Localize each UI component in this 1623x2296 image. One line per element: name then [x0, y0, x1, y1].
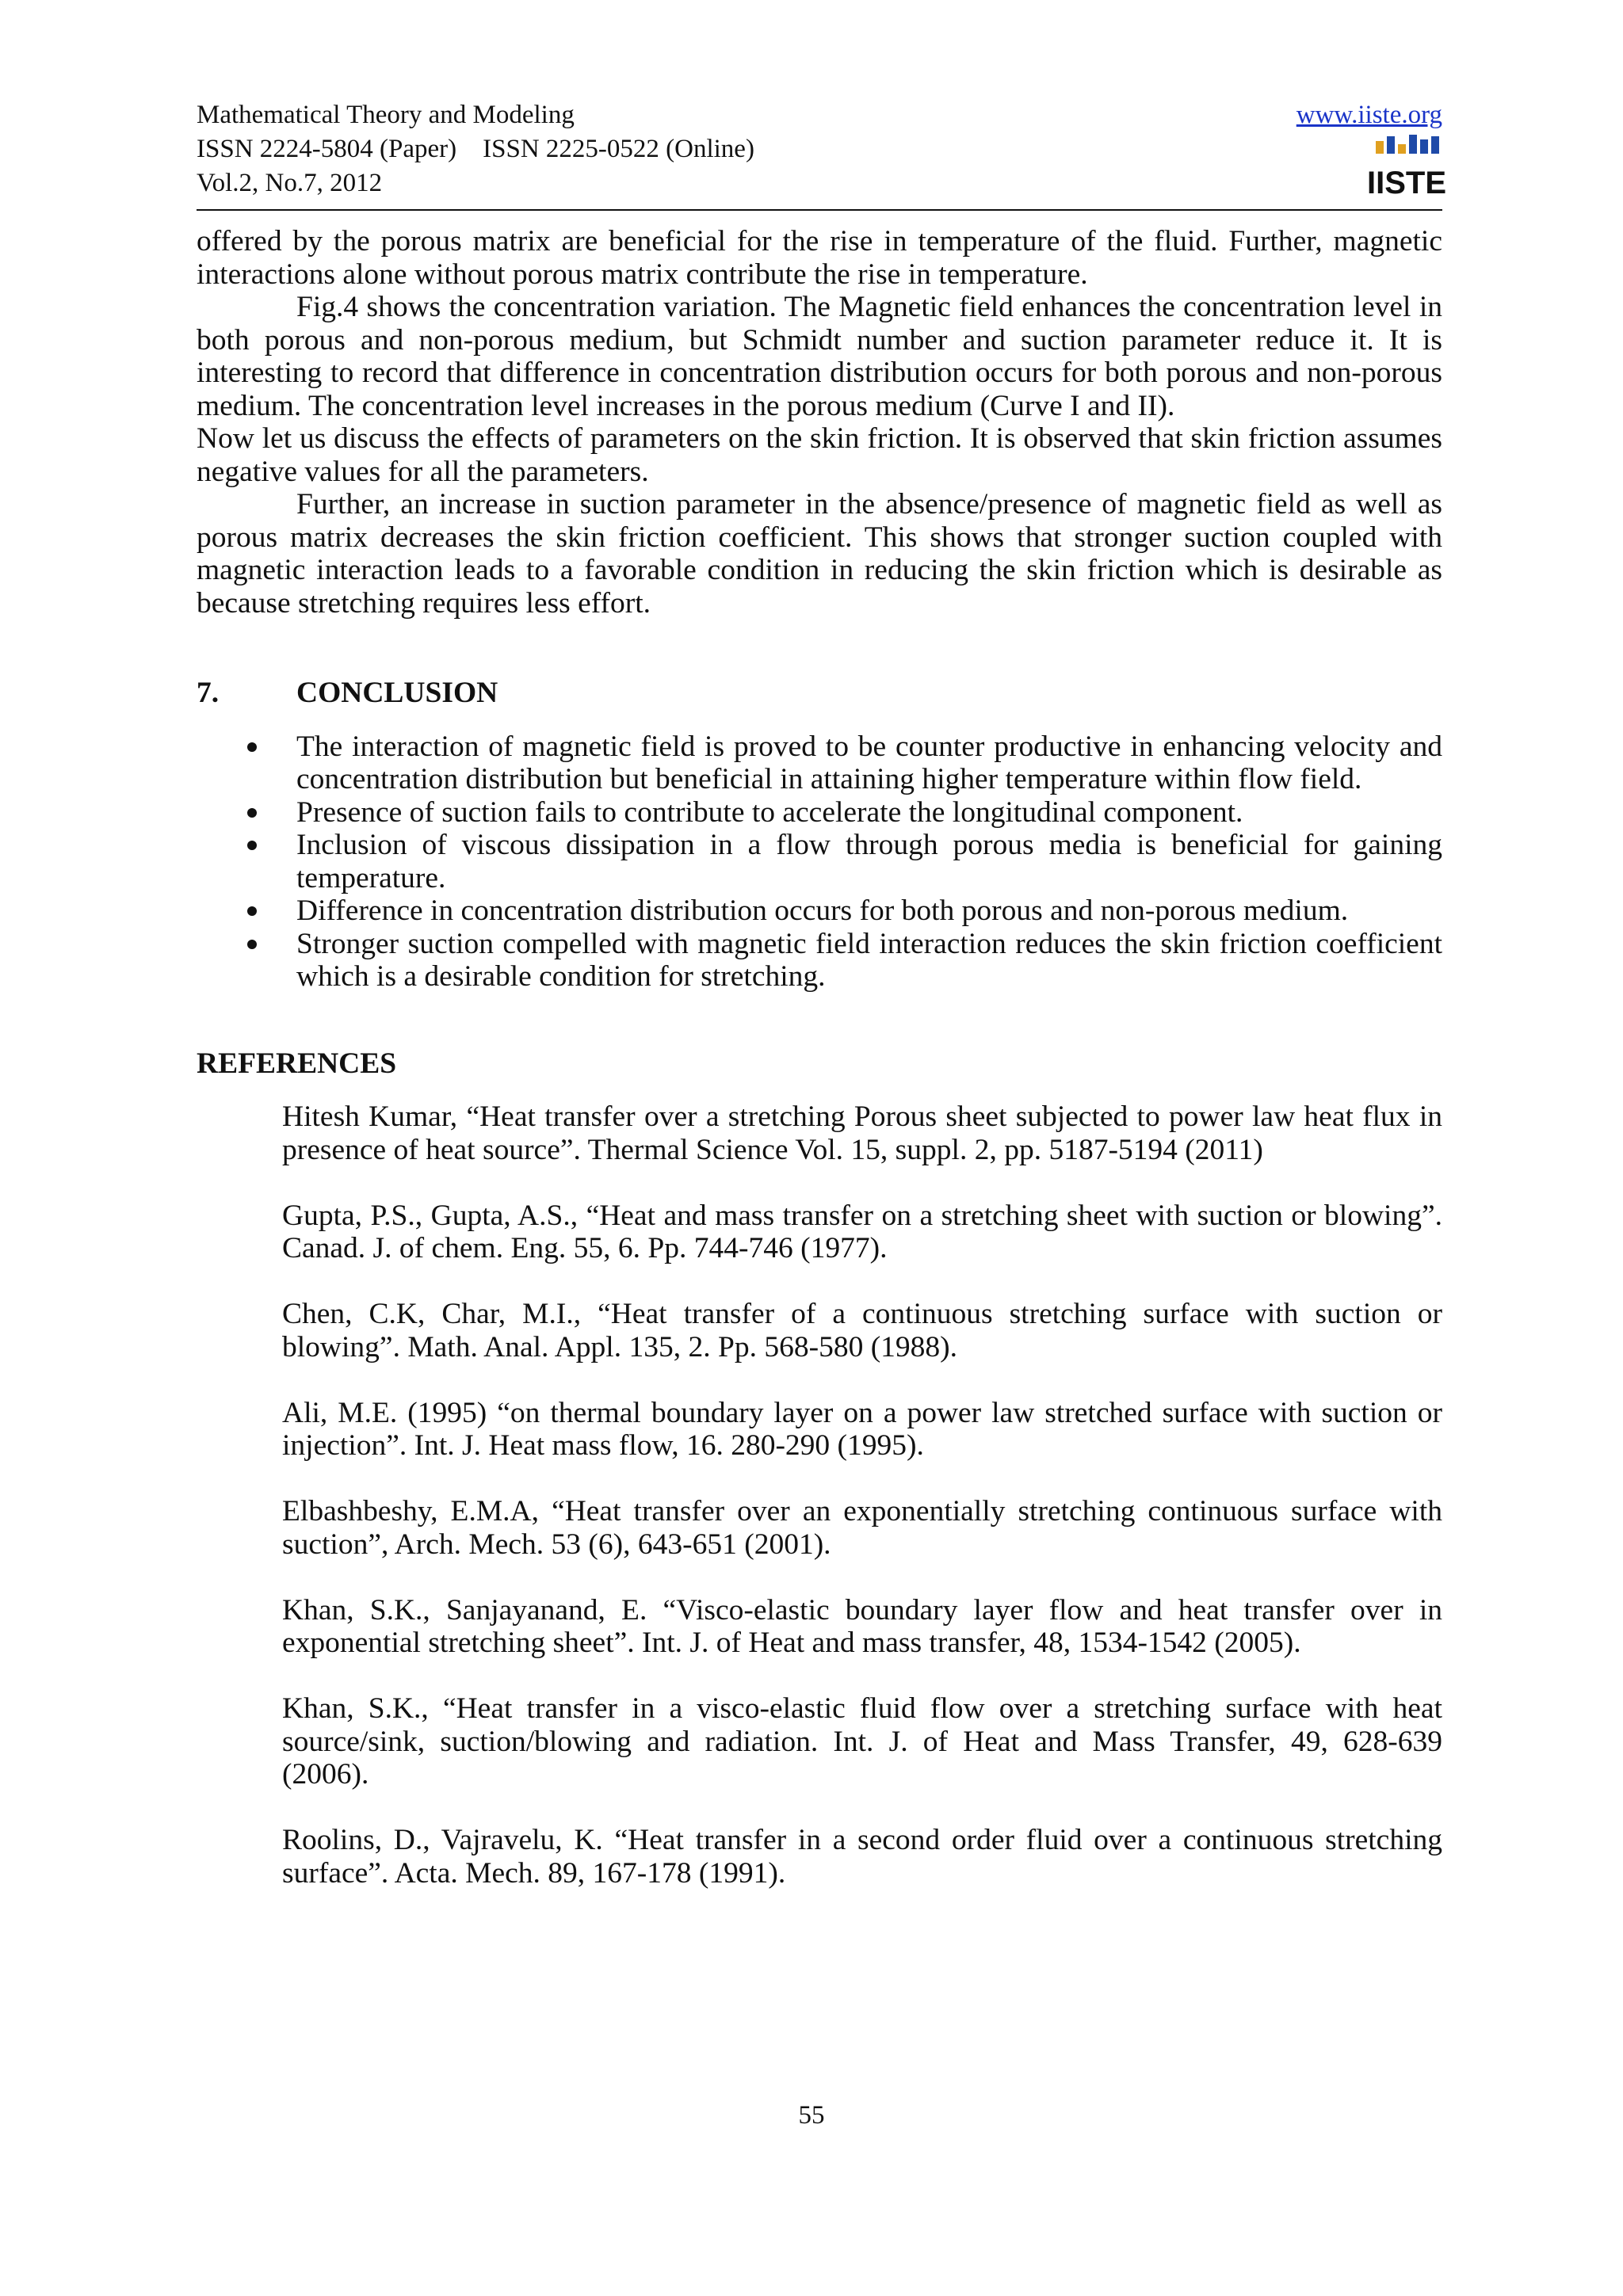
- bullet-icon: [247, 841, 257, 850]
- reference-item: Khan, S.K., “Heat transfer in a visco-elastic fluid flow over a stretching surface with heat source/sink, suction/blowing and radiation. Int. J. of Heat and Mass Transfer, 49, 628-639 (2006).: [282, 1692, 1442, 1791]
- running-header: [197, 98, 1447, 206]
- paragraph-2: Fig.4 shows the concentration variation. The Magnetic field enhances the concentration level in both porous and non-porous medium, but Schmidt number and suction parameter reduce it. It is interesting to record that difference in concentration distribution occurs for both porous and non-porous medium. The concentration level increases in the porous medium (Curve I and II).: [197, 291, 1442, 422]
- issn-line: ISSN 2224-5804 (Paper) ISSN 2225-0522 (Online): [197, 135, 754, 163]
- iiste-logo: [1366, 133, 1447, 200]
- reference-item: Chen, C.K, Char, M.I., “Heat transfer of a continuous stretching surface with suction or blowing”. Math. Anal. Appl. 135, 2. Pp. 568-580 (1988).: [282, 1298, 1442, 1363]
- bullet-icon: [247, 906, 257, 916]
- journal-info: [197, 98, 1442, 200]
- reference-item: Hitesh Kumar, “Heat transfer over a stretching Porous sheet subjected to power law heat flux in presence of heat source”. Thermal Science Vol. 15, suppl. 2, pp. 5187-5194 (2011): [282, 1100, 1442, 1166]
- volume-line: Vol.2, No.7, 2012: [197, 169, 383, 197]
- list-item: [197, 928, 1442, 994]
- main-body: [197, 225, 1442, 1923]
- reference-item: Elbashbeshy, E.M.A, “Heat transfer over an exponentially stretching continuous surface with suction”, Arch. Mech. 53 (6), 643-651 (2001).: [282, 1495, 1442, 1561]
- section-title: CONCLUSION: [296, 677, 498, 709]
- list-item-text: Difference in concentration distribution occurs for both porous and non-porous medium.: [296, 894, 1349, 927]
- list-item: [197, 829, 1442, 894]
- list-item: [197, 796, 1442, 830]
- references-list: [197, 1100, 1442, 1890]
- list-item: [197, 730, 1442, 796]
- paragraph-3: Now let us discuss the effects of parameters on the skin friction. It is observed that skin friction assumes negative values for all the parameters.: [197, 422, 1442, 488]
- reference-item: Ali, M.E. (1995) “on thermal boundary layer on a power law stretched surface with suction or injection”. Int. J. Heat mass flow, 16. 280-290 (1995).: [282, 1396, 1442, 1462]
- reference-item: Khan, S.K., Sanjayanand, E. “Visco-elastic boundary layer flow and heat transfer over in exponential stretching sheet”. Int. J. of Heat and mass transfer, 48, 1534-1542 (2005).: [282, 1593, 1442, 1659]
- journal-title: Mathematical Theory and Modeling: [197, 101, 575, 129]
- website-link[interactable]: www.iiste.org: [1296, 101, 1442, 129]
- conclusion-heading: [197, 677, 1442, 710]
- paragraph-1: offered by the porous matrix are beneficial for the rise in temperature of the fluid. Further, magnetic interactions alone without porous matrix contribute the rise in temperature.: [197, 225, 1442, 291]
- list-item-text: The interaction of magnetic field is proved to be counter productive in enhancing velocity and concentration distribution but beneficial in attaining higher temperature within flow field.: [296, 730, 1442, 795]
- section-number: 7.: [197, 677, 220, 709]
- list-item: [197, 894, 1442, 928]
- reference-item: Gupta, P.S., Gupta, A.S., “Heat and mass transfer on a stretching sheet with suction or blowing”. Canad. J. of chem. Eng. 55, 6. Pp. 744-746 (1977).: [282, 1199, 1442, 1264]
- bullet-icon: [247, 742, 257, 752]
- page-number: 55: [798, 2101, 825, 2130]
- page: [197, 98, 1447, 1890]
- bullet-icon: [247, 940, 257, 949]
- paragraph-4: Further, an increase in suction parameter in the absence/presence of magnetic field as well as porous matrix decreases the skin friction coefficient. This shows that stronger suction coupled with magnetic interaction leads to a favorable condition in reducing the skin friction which is desirable as because stretching requires less effort.: [197, 488, 1442, 620]
- list-item-text: Stronger suction compelled with magnetic field interaction reduces the skin friction coefficient which is a desirable condition for stretching.: [296, 927, 1442, 993]
- logo-lettering: IISTE: [1366, 166, 1447, 200]
- list-item-text: Inclusion of viscous dissipation in a flow through porous media is beneficial for gaining temperature.: [296, 829, 1442, 894]
- header-rule: [197, 209, 1442, 211]
- bullet-icon: [247, 808, 257, 818]
- reference-item: Roolins, D., Vajravelu, K. “Heat transfer in a second order fluid over a continuous stretching surface”. Acta. Mech. 89, 167-178 (1991).: [282, 1824, 1442, 1890]
- list-item-text: Presence of suction fails to contribute to accelerate the longitudinal component.: [296, 795, 1243, 829]
- references-heading: REFERENCES: [197, 1047, 397, 1080]
- conclusion-list: [197, 730, 1442, 994]
